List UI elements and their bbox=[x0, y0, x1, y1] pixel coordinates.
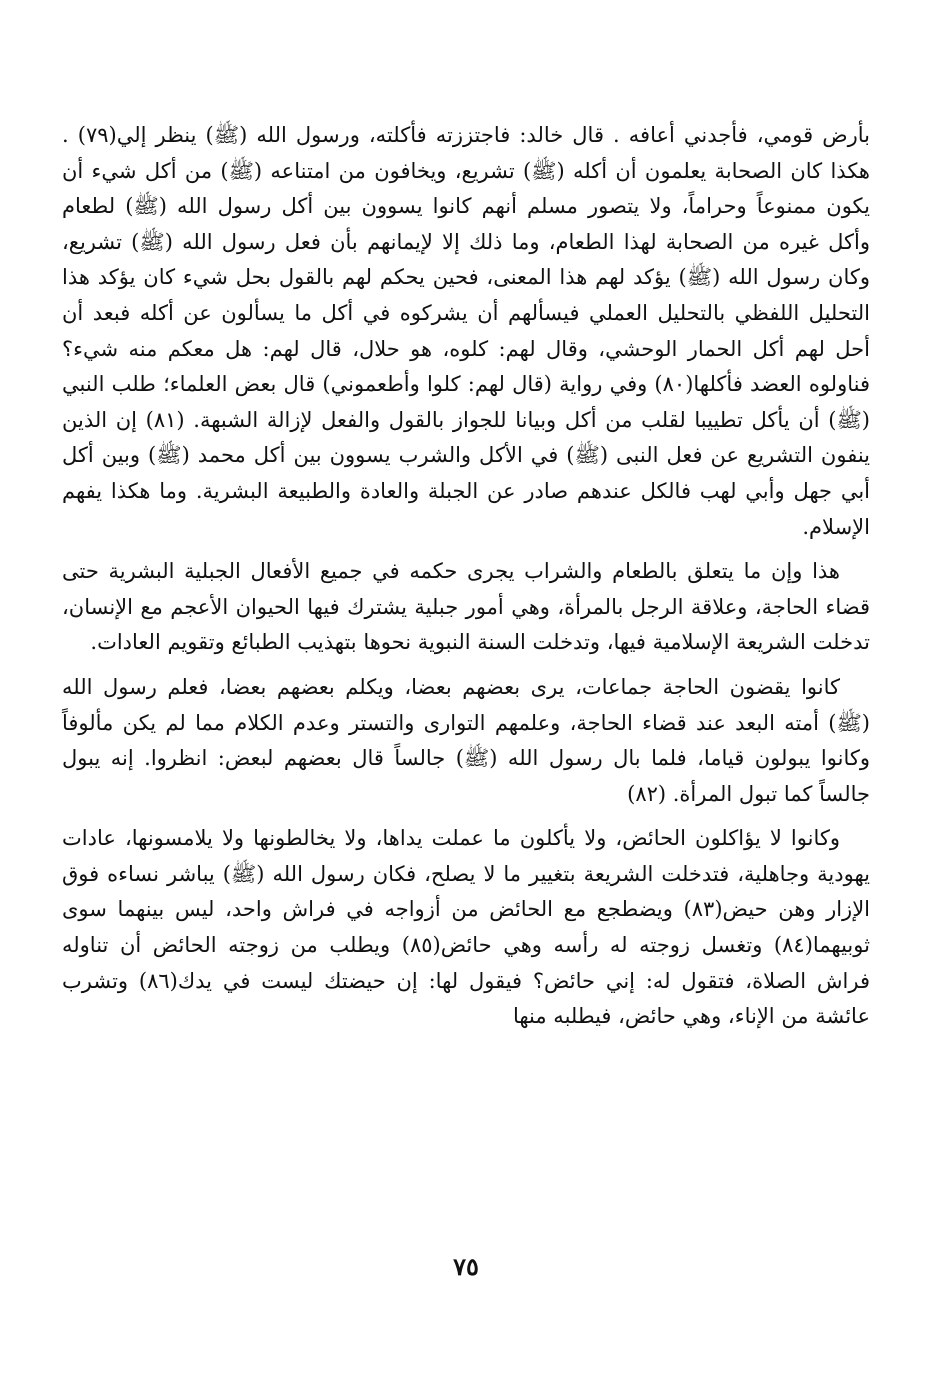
paragraph-2: هذا وإن ما يتعلق بالطعام والشراب يجرى حكمه في جميع الأفعال الجبلية البشرية حتى قضاء الحاجة، وعلاقة الرجل بالمرأة، وهي أمور جبلية يشترك فيها الحيوان الأعجم مع الإنسان، تدخلت الشريعة الإسلامية فيها، وتدخلت السنة النبوية نحوها بتهذيب الطبائع وتقويم العادات. bbox=[62, 559, 870, 655]
paragraph-4: وكانوا لا يؤاكلون الحائض، ولا يأكلون ما عملت يداها، ولا يخالطونها ولا يلامسونها، عادات يهودية وجاهلية، فتدخلت الشريعة بتغيير ما لا يصلح، فكان رسول الله (ﷺ) يباشر نساءه فوق الإزار وهن حيض(٨٣) ويضطجع مع الحائض من أزواجه في فراش واحد، ليس بينهما سوى ثوبيهما(٨٤) وتغسل زوجته له رأسه وهي حائض(٨٥) ويطلب من زوجته الحائض أن تناوله فراش الصلاة، فتقول له: إني حائض؟ فيقول لها: إن حيضتك ليست في يدك(٨٦) وتشرب عائشة من الإناء، وهي حائض، فيطلبه منها bbox=[62, 826, 870, 1029]
paragraph-3: كانوا يقضون الحاجة جماعات، يرى بعضهم بعضا، ويكلم بعضهم بعضا، فعلم رسول الله (ﷺ) أمته البعد عند قضاء الحاجة، وعلمهم التوارى والتستر وعدم الكلام مما لم يكن مألوفاً وكانوا يبولون قياما، فلما بال رسول الله (ﷺ) جالساً قال بعضهم لبعض: انظروا. إنه يبول جالساً كما تبول المرأة. (٨٢) bbox=[62, 674, 870, 806]
page-number: ٧٥ bbox=[453, 1252, 479, 1281]
page-body bbox=[62, 118, 870, 1044]
paragraph-1: بأرض قومي، فأجدني أعافه . قال خالد: فاجتززته فأكلته، ورسول الله (ﷺ) ينظر إلي(٧٩) . هكذا كان الصحابة يعلمون أن أكله (ﷺ) تشريع، ويخافون من امتناعه (ﷺ) من أكل شيء أن يكون ممنوعاً وحراماً، ولا يتصور مسلم أنهم كانوا يسوون بين أكل رسول الله (ﷺ) لطعام وأكل غيره من الصحابة لهذا الطعام، وما ذلك إلا لإيمانهم بأن فعل رسول الله (ﷺ) تشريع، وكان رسول الله (ﷺ) يؤكد لهم هذا المعنى، فحين يحكم لهم بالقول بحل شيء كان يؤكد هذا التحليل اللفظي بالتحليل العملي فيسألهم أن يشركوه في أكل ما يسألون عن أكله فبعد أن أحل لهم أكل الحمار الوحشي، وقال لهم: كلوه، هو حلال، قال لهم: هل معكم منه شيء؟ فناولوه العضد فأكلها(٨٠) وفي رواية (قال لهم: كلوا وأطعموني) قال بعض العلماء؛ طلب النبي (ﷺ) أن يأكل تطييبا لقلب من أكل وبيانا للجواز بالقول والفعل لإزالة الشبهة. (٨١) إن الذين ينفون التشريع عن فعل النبى (ﷺ) في الأكل والشرب يسوون بين أكل محمد (ﷺ) وبين أكل أبي جهل وأبي لهب فالكل عندهم صادر عن الجبلة والعادة والطبيعة البشرية. وما هكذا يفهم الإسلام. bbox=[62, 123, 871, 539]
